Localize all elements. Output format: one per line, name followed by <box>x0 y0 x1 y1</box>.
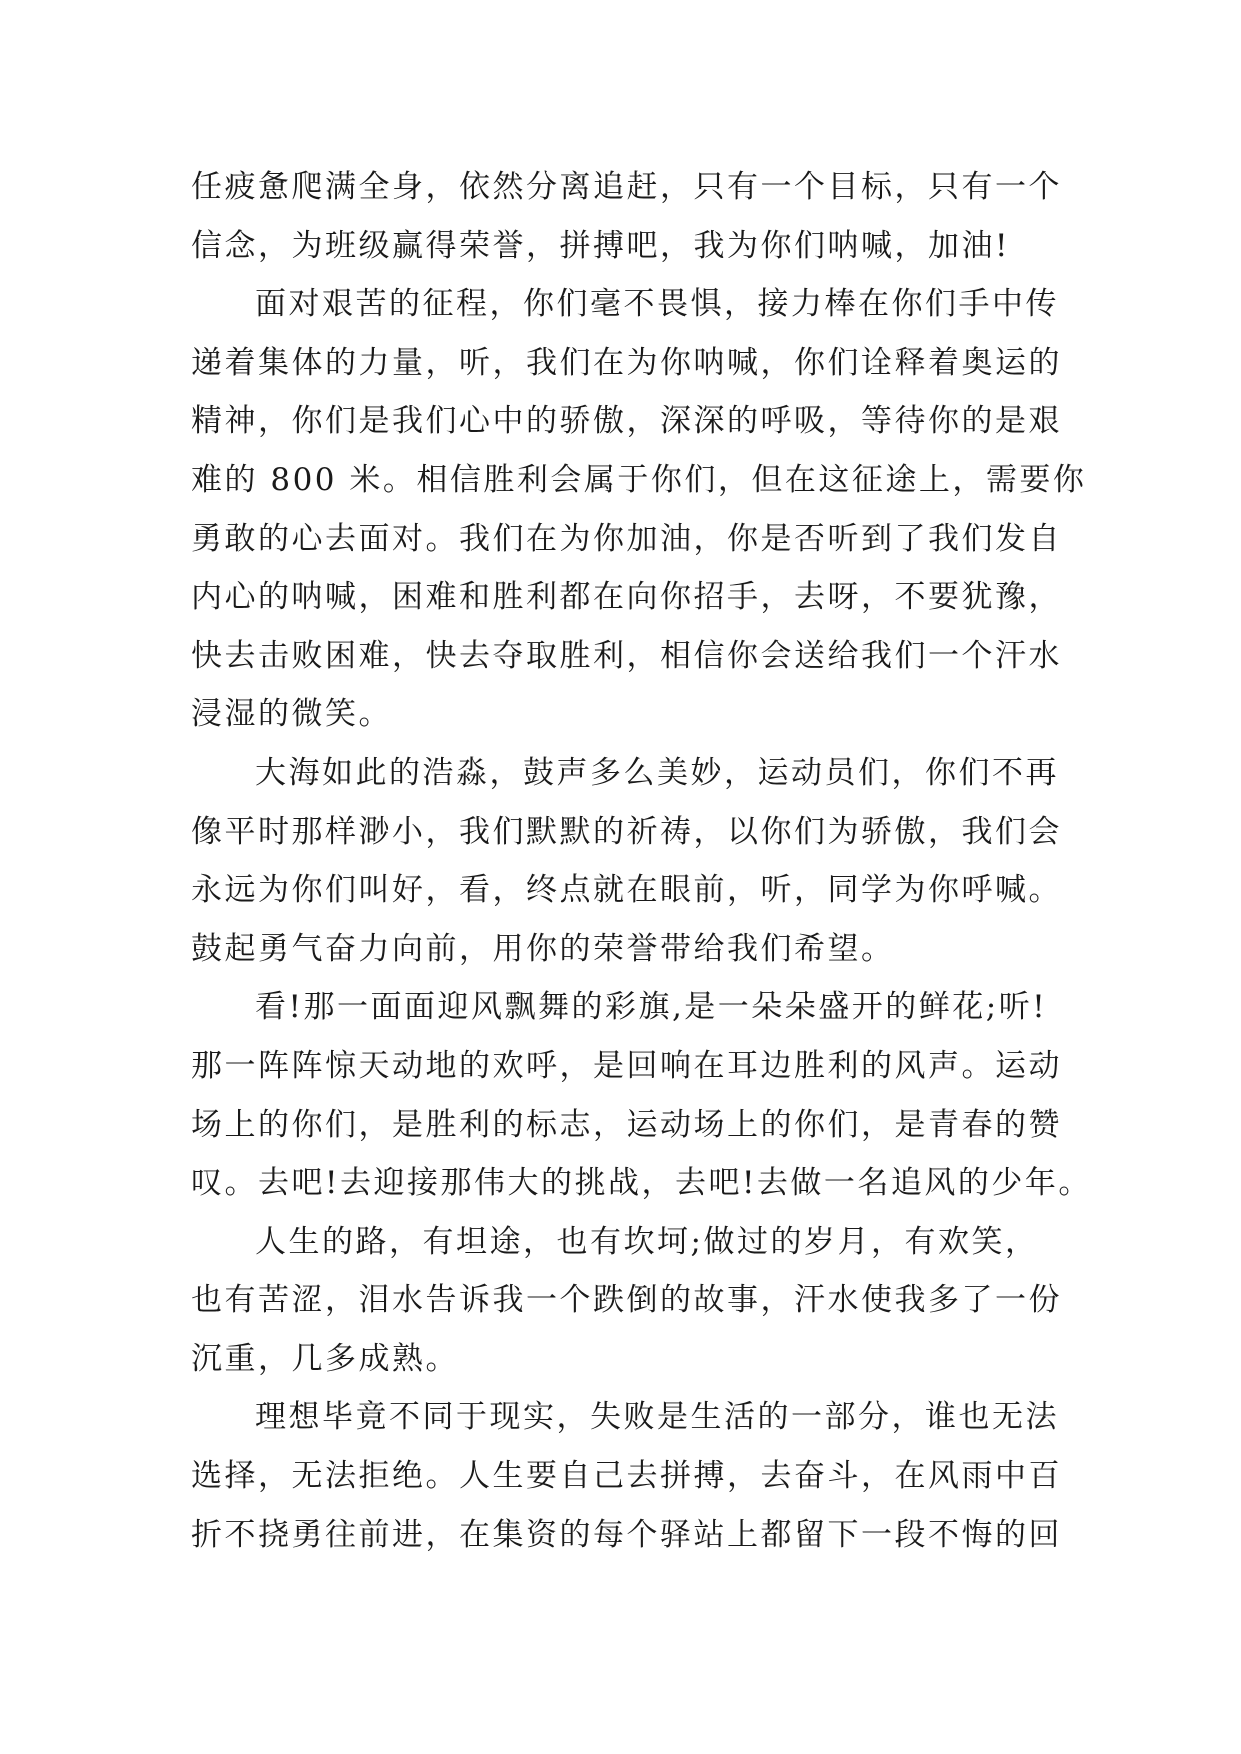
text-line: 快去击败困难，快去夺取胜利，相信你会送给我们一个汗水 <box>191 637 1062 674</box>
paragraph-start-line: 面对艰苦的征程，你们毫不畏惧，接力棒在你们手中传 <box>255 286 1059 323</box>
text-line: 折不挠勇往前进，在集资的每个驿站上都留下一段不悔的回 <box>191 1516 1062 1553</box>
text-line: 那一阵阵惊天动地的欢呼，是回响在耳边胜利的风声。运动 <box>191 1047 1062 1084</box>
text-line: 选择，无法拒绝。人生要自己去拼搏，去奋斗，在风雨中百 <box>191 1458 1062 1495</box>
text-line: 浸湿的微笑。 <box>191 696 392 733</box>
paragraph-start-line: 看!那一面面迎风飘舞的彩旗,是一朵朵盛开的鲜花;听! <box>255 989 1048 1026</box>
text-line: 场上的你们，是胜利的标志，运动场上的你们，是青春的赞 <box>191 1106 1062 1143</box>
text-line: 永远为你们叫好，看，终点就在眼前，听，同学为你呼喊。 <box>191 872 1062 909</box>
text-line: 像平时那样渺小，我们默默的祈祷，以你们为骄傲，我们会 <box>191 813 1062 850</box>
text-line: 叹。去吧!去迎接那伟大的挑战，去吧!去做一名追风的少年。 <box>191 1165 1092 1202</box>
text-line: 内心的呐喊，困难和胜利都在向你招手，去呀，不要犹豫， <box>191 579 1062 616</box>
text-line: 勇敢的心去面对。我们在为你加油，你是否听到了我们发自 <box>191 520 1062 557</box>
text-line: 精神，你们是我们心中的骄傲，深深的呼吸，等待你的是艰 <box>191 403 1062 440</box>
paragraph-start-line: 理想毕竟不同于现实，失败是生活的一部分，谁也无法 <box>255 1399 1059 1436</box>
text-line: 任疲惫爬满全身，依然分离追赶，只有一个目标，只有一个 <box>191 169 1062 205</box>
text-line: 递着集体的力量，听，我们在为你呐喊，你们诠释着奥运的 <box>191 344 1062 381</box>
text-line: 难的 800 米。相信胜利会属于你们，但在这征途上，需要你 <box>191 461 1087 498</box>
text-line: 沉重，几多成熟。 <box>191 1340 459 1377</box>
document-body <box>191 158 1092 1564</box>
paragraph-start-line: 人生的路，有坦途，也有坎坷;做过的岁月，有欢笑， <box>255 1223 1039 1260</box>
text-line: 鼓起勇气奋力向前，用你的荣誉带给我们希望。 <box>191 930 895 967</box>
text-line: 也有苦涩，泪水告诉我一个跌倒的故事，汗水使我多了一份 <box>191 1282 1062 1319</box>
paragraph-start-line: 大海如此的浩淼，鼓声多么美妙，运动员们，你们不再 <box>255 754 1059 791</box>
text-line: 信念，为班级赢得荣誉，拼搏吧，我为你们呐喊，加油! <box>191 227 1010 264</box>
